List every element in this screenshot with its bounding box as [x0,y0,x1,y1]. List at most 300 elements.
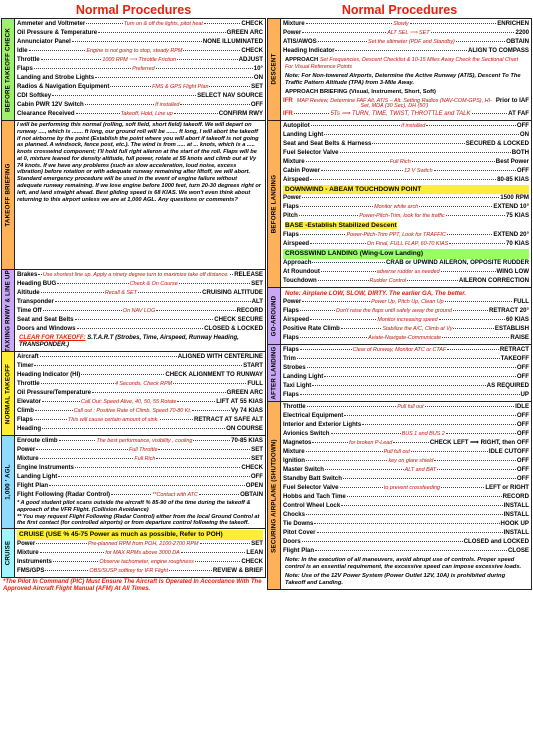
row-leader [77,328,204,329]
row-note: Pull full out [383,449,410,456]
row-leader [42,401,80,402]
row-value: OFF [516,457,529,465]
row-leader [49,485,245,486]
row-value: RECORD [236,307,263,314]
row-value: ALIGNED WITH CENTERLINE [177,353,263,361]
non-towered-note: Note: For Non-towered Airports, Determine the Active Runway (ATIS), Descent To The Traffic Pattern Altitude (TPA) from 3-Mile Away. [285,72,521,86]
checklist-row [283,131,529,140]
row-label: At Roundout [283,267,320,275]
pic-note: *The Pilot In Command (PIC) Must Ensure The Aircraft Is Operated In Accordance With The Approved Aircraft Flight Manual (AFM) At All Times. [3,578,262,592]
row-leader [111,494,151,495]
checklist-row [283,231,529,240]
row-label: Heading Indicator [283,47,335,54]
row-leader [199,494,239,495]
row-leader [180,104,249,105]
row-value: INSTALL [503,502,529,510]
row-label: Airspeed [283,239,310,247]
row-note: Slowly [393,21,409,27]
row-value: START [243,362,263,370]
descent-rows [283,20,529,56]
after-landing-rows [281,345,531,401]
row-label: CDI Softkey [17,92,52,99]
row-value: CHECK [241,20,263,27]
row-value: OFF [516,421,529,429]
row-note: Power-Pitch-Trim, look for the traffic [359,213,445,220]
row-leader [160,419,193,420]
row-value: CLOSE [508,547,529,555]
row-value: LEAN [246,548,263,556]
checklist-row [17,549,263,558]
row-note: if installed [401,122,426,129]
row-label: Power [283,194,302,202]
row-leader [439,319,505,320]
checklist-row [17,280,263,289]
row-label: Enroute climb [17,437,58,445]
row-leader [335,50,466,51]
checklist-row [17,56,263,65]
row-label: Flight Plan [17,482,49,490]
row-leader [315,550,507,551]
row-label: Electrical Equipment [283,412,344,420]
row-value: SELECT NAV SOURCE [197,92,263,99]
checklist-row [283,212,529,221]
row-leader [347,496,502,497]
checklist-row [17,74,263,83]
go-around-note: Note: Airplane LOW, SLOW, DIRTY. The earlier GA, The better. [285,289,467,297]
row-label: Pitot Cover [283,529,316,537]
normal-takeoff-side-label: NORMAL TAKEOFF [2,352,15,435]
ifr-iaf-note: MAP Review, Determine FAF Alt, ATIS – Alt. Setting Radios (NAV-COM-GPS), HI-Set, MDA (30 Sec), DH (50') [296,97,492,110]
row-leader [341,505,503,506]
checklist-row [283,149,529,158]
row-value: OFF [516,364,529,372]
row-note: 4 Seconds, Check RPM [114,381,173,388]
right-column [267,0,532,590]
row-note: Aviate-Navigate-Communicate [368,335,442,342]
row-leader [310,319,376,320]
row-note: for MAX RPMs above 3000 DA [105,549,180,556]
row-leader [340,487,383,488]
row-label: Heading Indicator (HI) [17,371,81,379]
row-leader [200,543,251,544]
row-label: Cabin Power [283,166,320,174]
checklist-row [283,334,529,343]
cruise-section [1,528,266,578]
row-value: 70 KIAS [505,239,529,247]
row-note: Engine is not going to stop, steady RPM [86,48,183,54]
left-title: Normal Procedures [75,3,192,17]
row-value: ESTABLISH [494,325,529,333]
row-value: OPEN [245,482,263,490]
row-value: ON [519,130,529,138]
row-label: Clearance Received [17,110,75,117]
checklist-row [283,268,529,277]
row-label: Interior and Exterior Lights [283,421,362,429]
checklist-row [17,353,263,362]
row-value: CHECK [241,47,263,54]
row-value: RELEASE [234,271,263,278]
row-label: Oil Pressure & Temperature [17,29,98,36]
row-leader [318,280,369,281]
ifr-faf-row [283,110,529,119]
row-leader [324,376,516,377]
row-value: ON COURSE [226,425,263,433]
row-note: On NAV LOG [122,308,156,314]
row-label: Oil Pressure/Temperature [17,389,92,397]
row-leader [181,552,246,553]
checklist-row [283,529,529,538]
row-value: SET [251,83,263,90]
row-value: 2200 [515,29,529,36]
agl-footnote-2: ** You may request Flight Following (Radar Control) either from the local Ground Control at the first contact (for controlled airports) or from departure control following the takeoff. [17,513,260,527]
checklist-row [17,380,263,389]
row-leader [209,86,250,87]
row-leader [195,561,241,562]
row-leader [410,23,496,24]
row-leader [437,469,516,470]
ifr-iaf-row [283,97,529,110]
row-label: Annunciator Panel [17,38,71,45]
clear-for-takeoff [17,334,263,350]
checklist-row [283,167,529,176]
checklist-row [283,502,529,511]
row-value: ADJUST [238,56,263,63]
row-label: Fuel Selector Valve [283,484,339,492]
row-label: Landing Light [283,130,324,138]
securing-content [281,402,531,589]
before-landing-content [281,121,531,287]
row-label: Fuel Selector Valve [283,148,339,156]
checklist-row [283,277,529,286]
row-label: Trim [283,355,296,363]
row-label: Instruments [17,557,52,565]
row-leader [325,469,404,470]
row-value: AS REQUIRED [486,382,529,390]
checklist-row [17,446,263,455]
row-note: Don't raise the flaps until safely away the ground [336,308,452,315]
row-leader [192,410,230,411]
before-landing-side-label: BEFORE LANDING [268,121,281,287]
row-leader [411,451,488,452]
row-leader [393,442,429,443]
row-leader [40,552,105,553]
row-leader [362,424,516,425]
row-leader [75,467,240,468]
row-leader [307,367,516,368]
taxiing-section [1,269,266,352]
row-note: Set the altimeter (PDF and Standby) [368,39,455,45]
row-note: Rudder Control [369,277,407,284]
row-value: Best Power [495,157,529,165]
row-leader [156,458,250,459]
row-value: RETRACT AT SAFE ALT [193,416,263,424]
checklist-row [17,289,263,298]
row-value: INSTALL [503,529,529,537]
row-leader [431,32,515,33]
go-around-side-label: GO-AROUND [268,288,281,344]
row-label: Power [283,298,302,306]
checklist-row [17,47,263,56]
normal-takeoff-section [1,351,266,436]
before-takeoff-rows [15,19,265,120]
row-value: CHECK [241,464,263,472]
checklist-row [17,20,263,29]
row-leader [41,383,114,384]
checklist-row [17,110,263,119]
row-leader [95,77,253,78]
row-label: Engine Instruments [17,464,74,472]
before-takeoff-side-label: BEFORE TAKEOFF CHECK [2,19,15,120]
row-note: Call out : Positive Rate of Climb, Speed 70-80 Kt. [73,408,192,415]
row-label: Flaps [283,334,299,342]
checklist-row [283,439,529,448]
row-note: Pre-planned RPM from POH, 2100-2700 RPM [87,540,199,547]
row-leader [434,170,516,171]
takeoff-briefing-text: I will be performing this normal (rolling, soft field, short field) takeoff. We will depart on runway ...., which is ....... ft long, our ground roll will be ....... ft long, I will abort the takeoff if not airborne by the point (Establish the point where you will abort if takeoff is not going as planned. A windsock, fence post, etc.). The wind is from ..... at ... knots, which is a ..... knots crosswind component; I'll hold full right aileron at the start of the roll. Flaps will be at 0, mixture leaned for density altitude, full power, rotate at 55 knots and climb out at Vy 74 knots. If we have any problems (such as slow acceleration, loud noise, excess vibration) before rotation or with adequate runway remaining after liftoff, we will abort. Standard emergency procedure will be used in the event of engine failure without adequate runway remaining. If we lose engine before 1000 feet, turn 20-30 degrees right or left, and land straight ahead. Best gliding speed is 68 KIAS. We won't even think about returning to this airport unless we are at 1,000 AGL. Any questions or comments? [17,122,262,203]
row-value: HOOK UP [500,520,529,528]
row-leader [341,328,381,329]
row-leader [29,50,86,51]
row-label: Landing Light [283,373,324,381]
row-label: Heading [17,425,42,433]
row-leader [193,440,230,441]
row-leader [456,41,505,42]
row-value: CHECK SECURE [214,316,263,323]
row-leader [302,197,499,198]
row-value: 75 KIAS [505,212,529,220]
row-label: Flaps [17,65,33,72]
takeoff-briefing-section [1,120,266,270]
checklist-row [17,38,263,47]
row-leader [41,59,102,60]
row-label: Positive Rate Climb [283,325,340,333]
checklist-row [17,482,263,491]
row-value: 1500 RPM [500,194,529,202]
agl-side-label: 1,000 ' AGL [2,436,15,528]
row-value: EXTEND 10° [493,203,529,211]
row-value: OBTAIN [240,491,263,499]
checklist-row [17,65,263,74]
row-leader [85,104,154,105]
row-leader [441,487,484,488]
row-note: OBS/SUSP softkey for IFR Flight [89,567,168,574]
row-leader [45,570,88,571]
row-value: TAKEOFF [500,355,529,363]
row-leader [318,41,367,42]
row-value: CHECK ALIGNMENT TO RUNWAY [165,371,263,379]
row-value: ALT [251,298,263,305]
row-value: OFF [516,412,529,420]
row-leader [158,449,250,450]
checklist-row [17,558,263,567]
row-leader [300,349,352,350]
row-note: Check & On Course [129,281,178,287]
row-label: Airspeed [283,175,310,183]
row-note: Use shortest line up. Apply a ninety degree turn to maximize take off distance. [42,272,229,278]
row-note: 1000 RPM ⟹ Throttle Friction [102,57,176,63]
row-label: Approach [283,258,312,266]
checklist-row [17,425,263,434]
checklist-row [17,29,263,38]
base-header [283,221,529,231]
row-leader [177,401,215,402]
row-value: NONE ILLUMINATED [202,38,263,45]
checklist-row [17,271,263,280]
row-leader [306,161,389,162]
agl-footnote-1: * A good student pilot scans outside the aircraft % 85-90 of the time during the takeoff & approach of the VFR Flight. (Collision Avoidance) [17,500,251,514]
row-note: Full Rich [389,158,411,165]
row-value: OFF [250,473,263,481]
securing-side-label: SECURING AIRPLANE (SHUTDOWN) [268,402,281,589]
row-value: AILERON CORRECTION [458,276,529,284]
row-label: Power [17,539,36,547]
row-label: Flaps [283,203,299,211]
row-note: Preferred [132,66,155,72]
row-value: CHECK [241,557,263,565]
row-leader [302,301,370,302]
checklist-row [17,567,263,576]
row-label: Brakes [17,271,38,278]
row-leader [59,440,96,441]
cruise-rows [17,540,263,576]
row-value: SET [251,446,263,454]
row-note: Full Rich [134,456,156,463]
row-label: Climb [17,407,34,415]
descent-side-label: DESCENT [268,19,281,120]
checklist-row [17,491,263,500]
row-leader [446,215,505,216]
go-around-rows [283,298,529,343]
row-note: 12 V Switch [404,167,433,174]
row-leader [407,280,458,281]
checklist-row [283,511,529,520]
row-leader [426,125,516,126]
row-value: RAISE [510,334,529,342]
row-label: Mixture [283,20,305,27]
checklist-row [283,475,529,484]
ifr-iaf-value: Prior to IAF [495,96,529,104]
row-value: 10° [253,65,263,72]
downwind-rows [283,194,529,221]
row-value: CLOSED and LOCKED [463,538,529,546]
ifr-faf-fill-2 [472,113,508,114]
row-note: to prevent crossfeeding [383,485,440,492]
row-value: UP [520,391,529,399]
row-leader [76,113,120,114]
row-leader [344,415,516,416]
checklist-row [17,540,263,549]
row-value: ENRICHEN [497,20,529,27]
row-value: Vy 74 KIAS [231,407,263,415]
row-leader [306,23,392,24]
row-leader [434,460,515,461]
row-value: EXTEND 20° [493,230,529,238]
row-leader [34,365,242,366]
checklist-row [283,140,529,149]
row-value: RECORD [502,493,529,501]
row-leader [43,310,122,311]
agl-content [15,436,265,528]
row-label: Avionics Switch [283,430,330,438]
row-label: FMS/GPS [17,566,45,574]
row-value: OBTAIN [506,38,529,45]
agl-rows [17,437,263,500]
row-label: Doors [283,538,301,546]
row-leader [324,134,519,135]
row-label: Strobes [283,364,306,372]
row-leader [156,310,235,311]
row-note: Observe tachometer, engine roughness [99,558,194,565]
row-note: If installed [155,102,180,108]
row-leader [52,95,196,96]
row-label: Flight Plan [283,547,315,555]
row-leader [317,532,503,533]
row-label: Mixture [17,548,39,556]
takeoff-briefing-side-label: TAKEOFF BRIEFING [2,121,15,269]
row-leader [183,50,240,51]
row-label: Throttle [17,56,40,63]
row-leader [72,41,202,42]
taxiing-side-label: TAXIING RNWY & LINE UP [2,270,15,351]
row-leader [300,234,346,235]
row-note: Clear of Runway, Monitor ATC or CTAF [352,347,447,354]
row-label: Control Wheel Lock [283,502,341,510]
row-value: LIFT AT 55 KIAS [216,398,263,406]
row-note: Call Out: Speed Alive, 40, 50, 55 Rotate [80,399,177,406]
row-label: Autopilot [283,121,310,129]
row-value: OFF [516,121,529,129]
checklist-row [283,307,529,316]
row-leader [310,243,366,244]
before-landing-rows [283,122,529,185]
checklist-row [283,20,529,29]
descent-section [267,18,532,121]
row-value: BOTH [511,148,529,156]
row-note: Power-Pitch-Trim PPT, Look for TRAFFIC [346,231,446,238]
row-leader [312,262,385,263]
row-leader [445,301,513,302]
row-value: CRUISING ALTITUDE [202,289,263,296]
row-leader [307,406,397,407]
ifr-faf-fill [294,113,330,114]
row-label: Airspeed [283,316,310,324]
cruise-content [15,529,265,577]
checklist-row [17,407,263,416]
row-label: Aircraft [17,353,39,361]
crosswind-rows [283,259,529,286]
checklist-row [283,240,529,249]
checklist-row [283,538,529,547]
checklist-row [283,316,529,325]
row-leader [419,206,492,207]
row-leader [306,460,387,461]
row-label: Altitude [17,289,40,296]
row-leader [449,243,505,244]
taxiing-content [15,270,265,351]
row-leader [310,179,496,180]
securing-note-1: Note: In the execution of all maneuvers, avoid abrupt use of controls. Proper speed control is an essential requirement, the excessive speed can impose excessive loads. [285,557,522,571]
checklist-row [283,203,529,212]
row-leader [447,234,493,235]
row-note: FMS & GPS Flight Plan [152,84,209,90]
clear-for-takeoff-label: CLEAR FOR TAKEOFF: [19,335,86,341]
go-around-section [267,287,532,345]
row-label: Flaps [283,391,299,399]
checklist-row [283,325,529,334]
checklist-row [283,430,529,439]
row-leader [300,394,520,395]
row-note: Full Throttle [128,447,158,454]
